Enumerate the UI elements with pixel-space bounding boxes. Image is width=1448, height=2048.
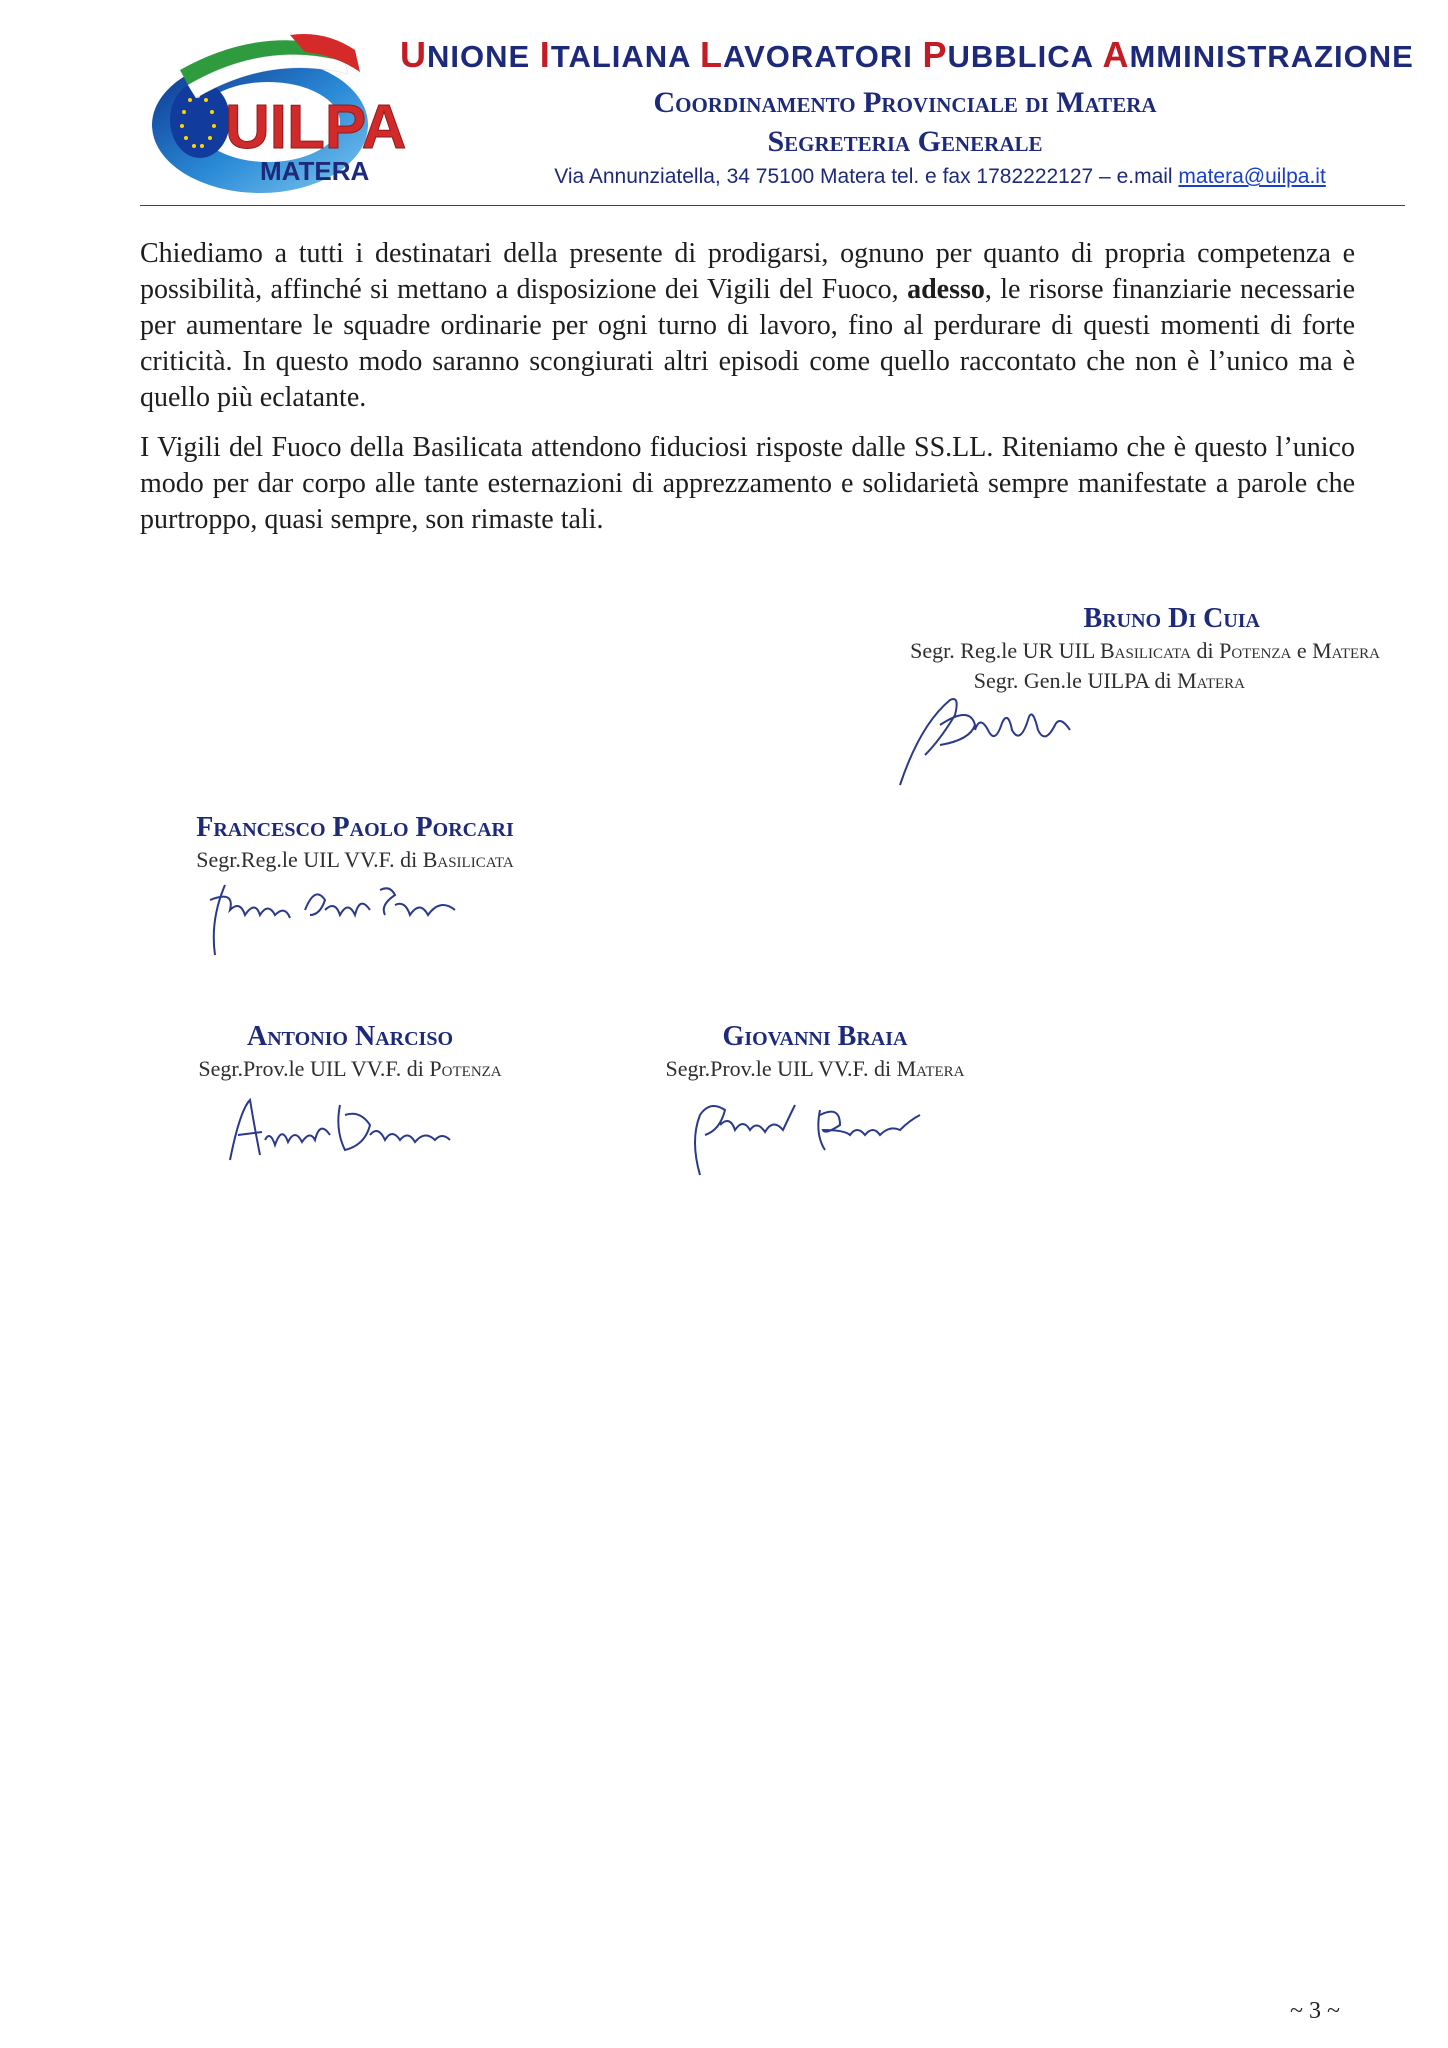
signatory-role: Segr.Reg.le UIL VV.F. di Basilicata <box>196 847 514 872</box>
page-number: ~ 3 ~ <box>1290 1998 1340 2024</box>
signature-di-cuia <box>880 685 1120 795</box>
signatory-role-2: Segr. Gen.le UILPA di Matera <box>973 668 1245 693</box>
emphasis-adesso: adesso <box>907 274 985 305</box>
organization-name: UNIONE ITALIANA LAVORATORI PUBBLICA AMMINISTRAZIONE <box>400 34 1414 75</box>
signature-narciso <box>220 1090 470 1170</box>
signatory-role: Segr.Prov.le UIL VV.F. di Potenza <box>198 1056 502 1081</box>
subtitle-segreteria: Segreteria Generale <box>767 125 1043 158</box>
signatory-role: Segr.Prov.le UIL VV.F. di Matera <box>665 1056 965 1081</box>
uilpa-logo <box>140 30 420 205</box>
signatory-role: Segr. Reg.le UR UIL Basilicata di Potenza e Matera <box>910 638 1380 663</box>
email-link[interactable]: matera@uilpa.it <box>1178 165 1326 188</box>
signature-porcari <box>200 870 480 960</box>
paragraph-1: Chiediamo a tutti i destinatari della presente di prodigarsi, ognuno per quanto di propria competenza e possibilità, affinché si mettano a disposizione dei Vigili del Fuoco, adesso, le risorse finanziarie necessarie per aumentare le squadre ordinarie per ogni turno di lavoro, fino al perdurare di questi momenti di forte criticità. In questo modo saranno scongiurati altri episodi come quello raccontato che non è l’unico ma è quello più eclatante. <box>140 238 1356 413</box>
signatory-name: Bruno Di Cuia <box>1083 603 1260 634</box>
svg-text:MATERA: MATERA <box>260 156 370 186</box>
signature-braia <box>675 1090 945 1180</box>
subtitle-coordinamento: Coordinamento Provinciale di Matera <box>653 86 1157 119</box>
paragraph-2: I Vigili del Fuoco della Basilicata attendono fiduciosi risposte dalle SS.LL. Riteniamo che è questo l’unico modo per dar corpo alle tante esternazioni di apprezzamento e solidarietà sempre manifestate a parole che purtroppo, quasi sempre, son rimaste tali. <box>140 432 1355 535</box>
signatory-name: Francesco Paolo Porcari <box>196 812 514 843</box>
header-divider <box>140 205 1405 206</box>
signatory-name: Antonio Narciso <box>247 1021 453 1052</box>
signatory-braia <box>615 1020 1015 1084</box>
address-line <box>490 165 1390 189</box>
signatory-porcari <box>140 811 570 875</box>
signatory-narciso <box>140 1020 560 1084</box>
signatory-di-cuia <box>690 602 1380 696</box>
address-text: Via Annunziatella, 34 75100 Matera tel. e fax 1782222127 – e.mail <box>554 165 1179 188</box>
signatory-name: Giovanni Braia <box>722 1021 908 1052</box>
svg-text:UILPA: UILPA <box>225 93 407 162</box>
